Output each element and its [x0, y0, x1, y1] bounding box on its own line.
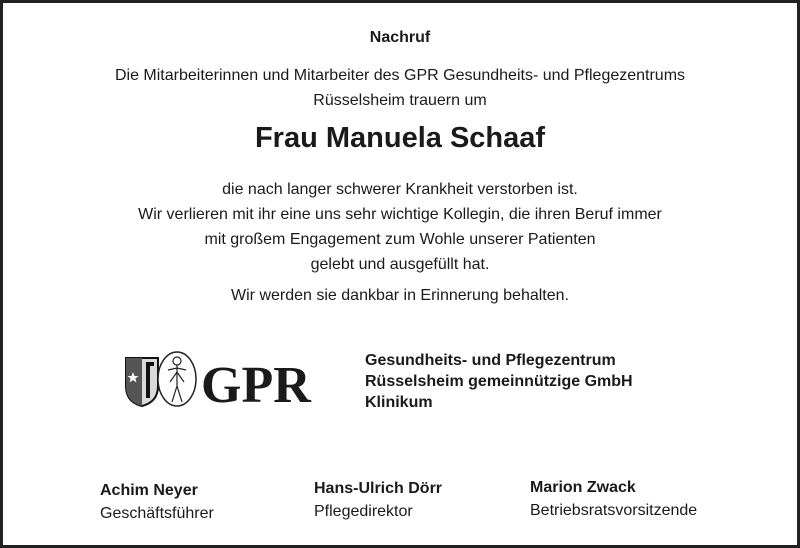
signatory-name: Marion Zwack [530, 479, 636, 496]
deceased-name: Frau Manuela Schaaf [254, 122, 546, 154]
gpr-logo-text: GPR [201, 357, 311, 410]
intro-text [0, 63, 800, 113]
gpr-logo-icon [124, 348, 334, 410]
body-line: Wir verlieren mit ihr eine uns sehr wichtige Kollegin, die ihren Beruf immer [138, 206, 662, 223]
signatory-1 [100, 479, 214, 525]
body-text [0, 177, 800, 277]
signatory-role: Geschäftsführer [100, 505, 214, 522]
organization-name [365, 350, 633, 413]
organization-line: Klinikum [365, 394, 433, 411]
organization-line: Gesundheits- und Pflegezentrum [365, 352, 616, 369]
gpr-logo [124, 348, 334, 410]
body-line: die nach langer schwerer Krankheit verstorben ist. [222, 181, 578, 198]
closing-text: Wir werden sie dankbar in Erinnerung behalten. [231, 287, 569, 304]
body-line: gelebt und ausgefüllt hat. [310, 256, 490, 273]
body-line: mit großem Engagement zum Wohle unserer Patienten [204, 231, 596, 248]
intro-line: Rüsselsheim trauern um [313, 92, 487, 109]
signatory-name: Achim Neyer [100, 482, 198, 499]
signatory-3 [530, 476, 697, 522]
organization-line: Rüsselsheim gemeinnützige GmbH [365, 373, 633, 390]
intro-line: Die Mitarbeiterinnen und Mitarbeiter des GPR Gesundheits- und Pflegezentrums [114, 67, 686, 84]
signatory-name: Hans-Ulrich Dörr [314, 480, 443, 497]
signatory-role: Betriebsratsvorsitzende [530, 502, 698, 519]
notice-heading: Nachruf [369, 29, 431, 46]
signatory-2 [314, 477, 442, 523]
signatory-role: Pflegedirektor [314, 503, 413, 520]
